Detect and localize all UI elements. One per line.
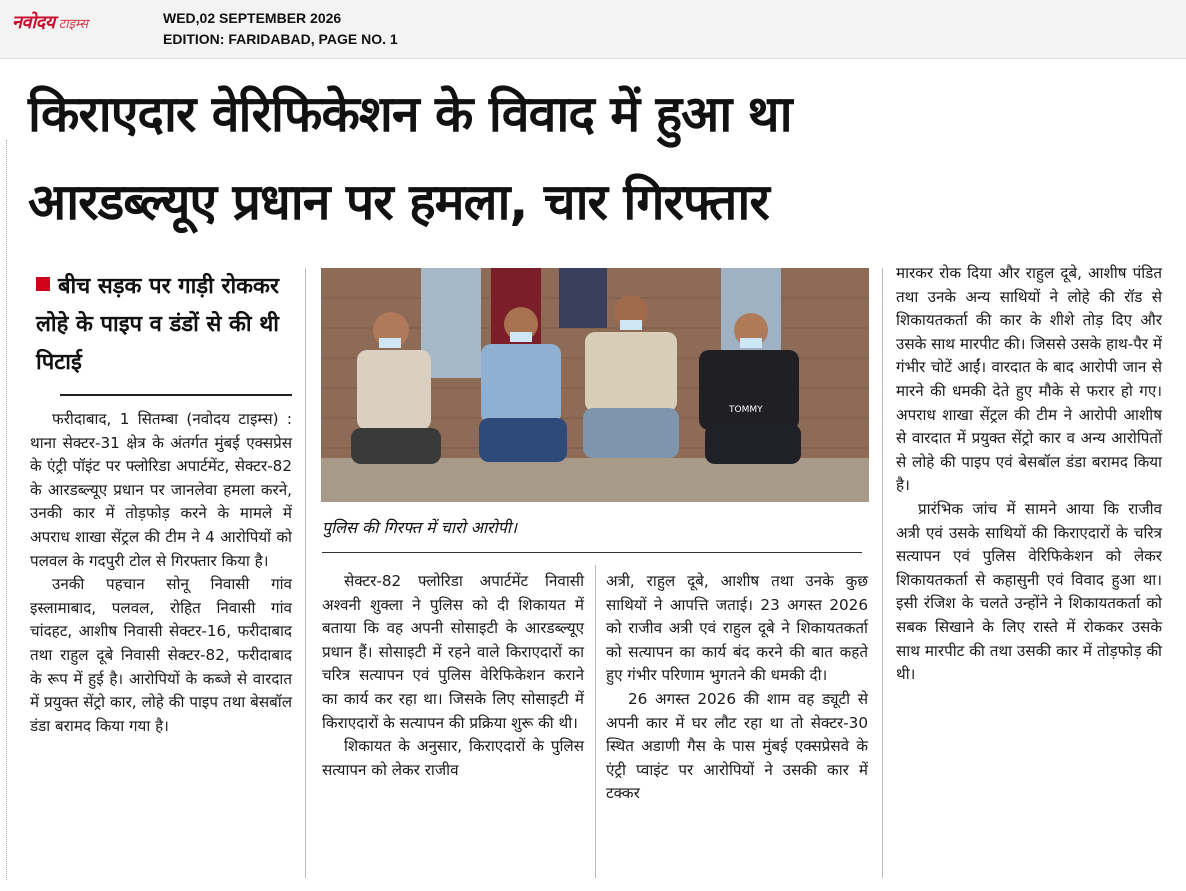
- adjacent-column-edge: [0, 140, 7, 880]
- column-4-paragraph-2: प्रारंभिक जांच में सामने आया कि राजीव अत्री एवं उसके साथियों की किराएदारों के चरित्र सत्यापन एवं पुलिस वेरिफिकेशन को लेकर शिकायतकर्ता से कहासुनी एवं विवाद हुआ था। इसी रंजिश के चलते उन्होंने ने शिकायतकर्ता को सबक सिखाने के लिए रास्ते में रोककर उसके साथ मारपीट की तथा उसकी कार में तोड़फोड़ की थी।: [896, 499, 1162, 684]
- article-column-2: [322, 570, 584, 782]
- article-photo[interactable]: [321, 268, 869, 502]
- logo-sub-text: टाइम्स: [58, 17, 88, 32]
- article-headline: [28, 70, 1168, 246]
- column-1-paragraph-1: फरीदाबाद, 1 सितम्बा (नवोदय टाइम्स) : थाना सेक्टर-31 क्षेत्र के अंतर्गत मुंबई एक्सप्रेस के एंट्री पॉइंट पर फ्लोरिडा अपार्टमेंट, सेक्टर-82 के आरडब्ल्यूए प्रधान पर जानलेवा हमला करने, उनकी कार में तोड़फोड़ करने के मामले में अपराध शाखा सेंट्रल की टीम ने 4 आरोपियों को पलवल के गदपुरी टोल से गिरफ्तार किया है।: [30, 410, 292, 570]
- caption-rule: [322, 552, 862, 553]
- column-2-paragraph-1: सेक्टर-82 फ्लोरिडा अपार्टमेंट निवासी अश्वनी शुक्ला ने पुलिस को दी शिकायत में बताया कि वह अपनी सोसाइटी के आरडब्ल्यूए प्रधान हैं। सोसाइटी में रहने वाले किराएदारों का चरित्र सत्यापन एवं पुलिस वेरिफिकेशन कराने का कार्य कर रहा था। जिसके लिए सोसाइटी में किराएदारों के सत्यापन की प्रक्रिया शुरू की थी।: [322, 572, 584, 732]
- article-column-3: [606, 570, 868, 806]
- kicker-underline: [60, 394, 292, 396]
- column-1-paragraph-2: उनकी पहचान सोनू निवासी गांव इस्लामाबाद, पलवल, रोहित निवासी गांव चांदहट, आशीष निवासी सेक्टर-16, फरीदाबाद तथा राहुल दूबे निवासी सेक्टर-82, फरीदाबाद के रूप में हुई है। आरोपियों के कब्जे से वारदात में प्रयुक्त सेंट्रो कार, लोहे की पाइप तथा बेसबॉल डंडा बरामद किया गया है।: [30, 575, 292, 735]
- article-kicker: [36, 268, 298, 382]
- arrested-men-photo-icon: [321, 268, 869, 502]
- issue-date: WED,02 SEPTEMBER 2026: [163, 10, 342, 26]
- headline-line-1: किराएदार वेरिफिकेशन के विवाद में हुआ था: [28, 85, 792, 143]
- photo-caption: पुलिस की गिरफ्त में चारो आरोपी।: [322, 518, 518, 537]
- kicker-text: बीच सड़क पर गाड़ी रोककर लोहे के पाइप व डंडों से की थी पिटाई: [36, 274, 279, 375]
- edition-info: EDITION: FARIDABAD, PAGE NO. 1: [163, 31, 398, 47]
- column-4-paragraph-1: मारकर रोक दिया और राहुल दूबे, आशीष पंडित तथा उनके अन्य साथियों ने लोहे की रॉड से शिकायतकर्ता की कार के शीशे तोड़ दिए और उसके साथ मारपीट की। जिससे उसके हाथ-पैर में गंभीर चोटें आईं। वारदात के बाद आरोपी जान से मारने की धमकी देते हुए मौके से फरार हो गए। अपराध शाखा सेंट्रल की टीम ने आरोपी आशीष से वारदात में प्रयुक्त सेंट्रो कार व अन्य आरोपितों से लोहे की पाइप एवं बेसबॉल डंडा बरामद किया है।: [896, 264, 1162, 495]
- column-2-paragraph-2: शिकायत के अनुसार, किराएदारों के पुलिस सत्यापन को लेकर राजीव: [322, 737, 584, 779]
- column-divider: [882, 268, 883, 878]
- article-column-1: [30, 408, 292, 738]
- article-column-4: [896, 262, 1162, 687]
- column-3-paragraph-2: 26 अगस्त 2026 की शाम वह ड्यूटी से अपनी कार में घर लौट रहा था तो सेक्टर-30 स्थित अडाणी गैस के पास मुंबई एक्सप्रेसवे के एंट्री प्वाइंट पर आरोपियों ने उसकी कार में टक्कर: [606, 689, 868, 803]
- column-divider: [595, 565, 596, 878]
- column-divider: [305, 268, 306, 878]
- newspaper-logo[interactable]: [12, 10, 88, 34]
- headline-line-2: आरडब्ल्यूए प्रधान पर हमला, चार गिरफ्तार: [28, 173, 769, 231]
- masthead-bar: [0, 0, 1186, 59]
- kicker-bullet-icon: [36, 277, 50, 291]
- tshirt-brand-text: TOMMY: [729, 405, 763, 415]
- column-3-paragraph-1: अत्री, राहुल दूबे, आशीष तथा उनके कुछ साथियों ने आपत्ति जताई। 23 अगस्त 2026 को राजीव अत्री एवं राहुल दूबे ने शिकायतकर्ता को सत्यापन का कार्य बंद करने की बात कहते हुए गंभीर परिणाम भुगतने की धमकी दी।: [606, 572, 868, 685]
- logo-main-text: नवोदय: [12, 12, 55, 33]
